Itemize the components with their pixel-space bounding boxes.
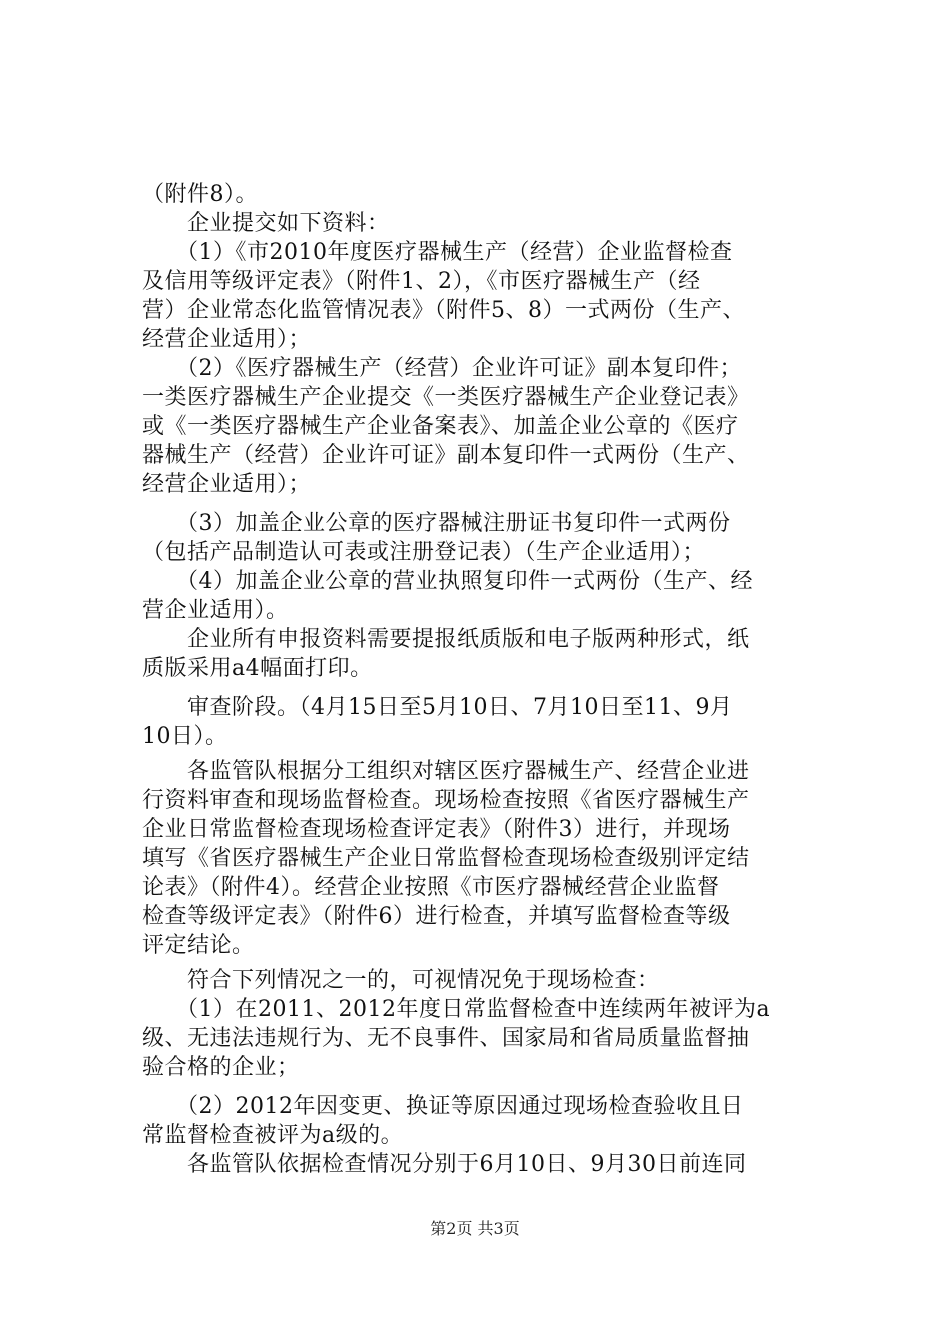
- text-line: 各监管队根据分工组织对辖区医疗器械生产、经营企业进: [142, 759, 750, 784]
- text-line: 企业提交如下资料：: [142, 211, 390, 236]
- text-line: 各监管队依据检查情况分别于6月10日、9月30日前连同: [142, 1152, 747, 1177]
- text-line: 及信用等级评定表》（附件1、2），《市医疗器械生产（经: [142, 269, 701, 294]
- text-line: 一类医疗器械生产企业提交《一类医疗器械生产企业登记表》: [142, 385, 750, 410]
- text-line: （1）《市2010年度医疗器械生产（经营）企业监督检查: [142, 240, 733, 265]
- text-line: 检查等级评定表》（附件6）进行检查，并填写监督检查等级: [142, 904, 731, 929]
- text-line: 常监督检查被评为a级的。: [142, 1123, 404, 1148]
- text-line: （包括产品制造认可表或注册登记表）（生产企业适用）；: [142, 540, 706, 565]
- text-line: 符合下列情况之一的，可视情况免于现场检查：: [142, 968, 660, 993]
- text-line: 经营企业适用）；: [142, 472, 312, 497]
- text-line: （2）《医疗器械生产（经营）企业许可证》副本复印件；: [142, 356, 742, 381]
- text-line: 质版采用a4幅面打印。: [142, 656, 373, 681]
- text-line: 企业日常监督检查现场检查评定表》（附件3）进行，并现场: [142, 817, 731, 842]
- text-line: 10日）。: [142, 724, 228, 749]
- text-line: 级、无违法违规行为、无不良事件、国家局和省局质量监督抽: [142, 1026, 750, 1051]
- text-line: 验合格的企业；: [142, 1055, 300, 1080]
- text-line: 或《一类医疗器械生产企业备案表》、加盖企业公章的《医疗: [142, 414, 739, 439]
- text-line: 审查阶段。（4月15日至5月10日、7月10日至11、9月: [142, 695, 733, 720]
- text-line: （2）2012年因变更、换证等原因通过现场检查验收且日: [142, 1094, 744, 1119]
- text-line: （3）加盖企业公章的医疗器械注册证书复印件一式两份: [142, 511, 731, 536]
- text-line: 论表》（附件4）。经营企业按照《市医疗器械经营企业监督: [142, 875, 720, 900]
- text-line: 行资料审查和现场监督检查。现场检查按照《省医疗器械生产: [142, 788, 750, 813]
- text-line: （1）在2011、2012年度日常监督检查中连续两年被评为a: [142, 997, 771, 1022]
- text-line: （附件8）。: [142, 182, 258, 207]
- text-line: 填写《省医疗器械生产企业日常监督检查现场检查级别评定结: [142, 846, 750, 871]
- page-number: 第2页 共3页: [430, 1219, 520, 1238]
- text-line: 经营企业适用）；: [142, 327, 312, 352]
- text-line: 营）企业常态化监管情况表》（附件5、8）一式两份（生产、: [142, 298, 745, 323]
- text-line: 营企业适用）。: [142, 598, 289, 623]
- page-footer: [0, 1218, 950, 1240]
- text-line: （4）加盖企业公章的营业执照复印件一式两份（生产、经: [142, 569, 753, 594]
- text-line: 企业所有申报资料需要提报纸质版和电子版两种形式，纸: [142, 627, 750, 652]
- text-line: 评定结论。: [142, 933, 255, 958]
- text-line: 器械生产（经营）企业许可证》副本复印件一式两份（生产、: [142, 443, 750, 468]
